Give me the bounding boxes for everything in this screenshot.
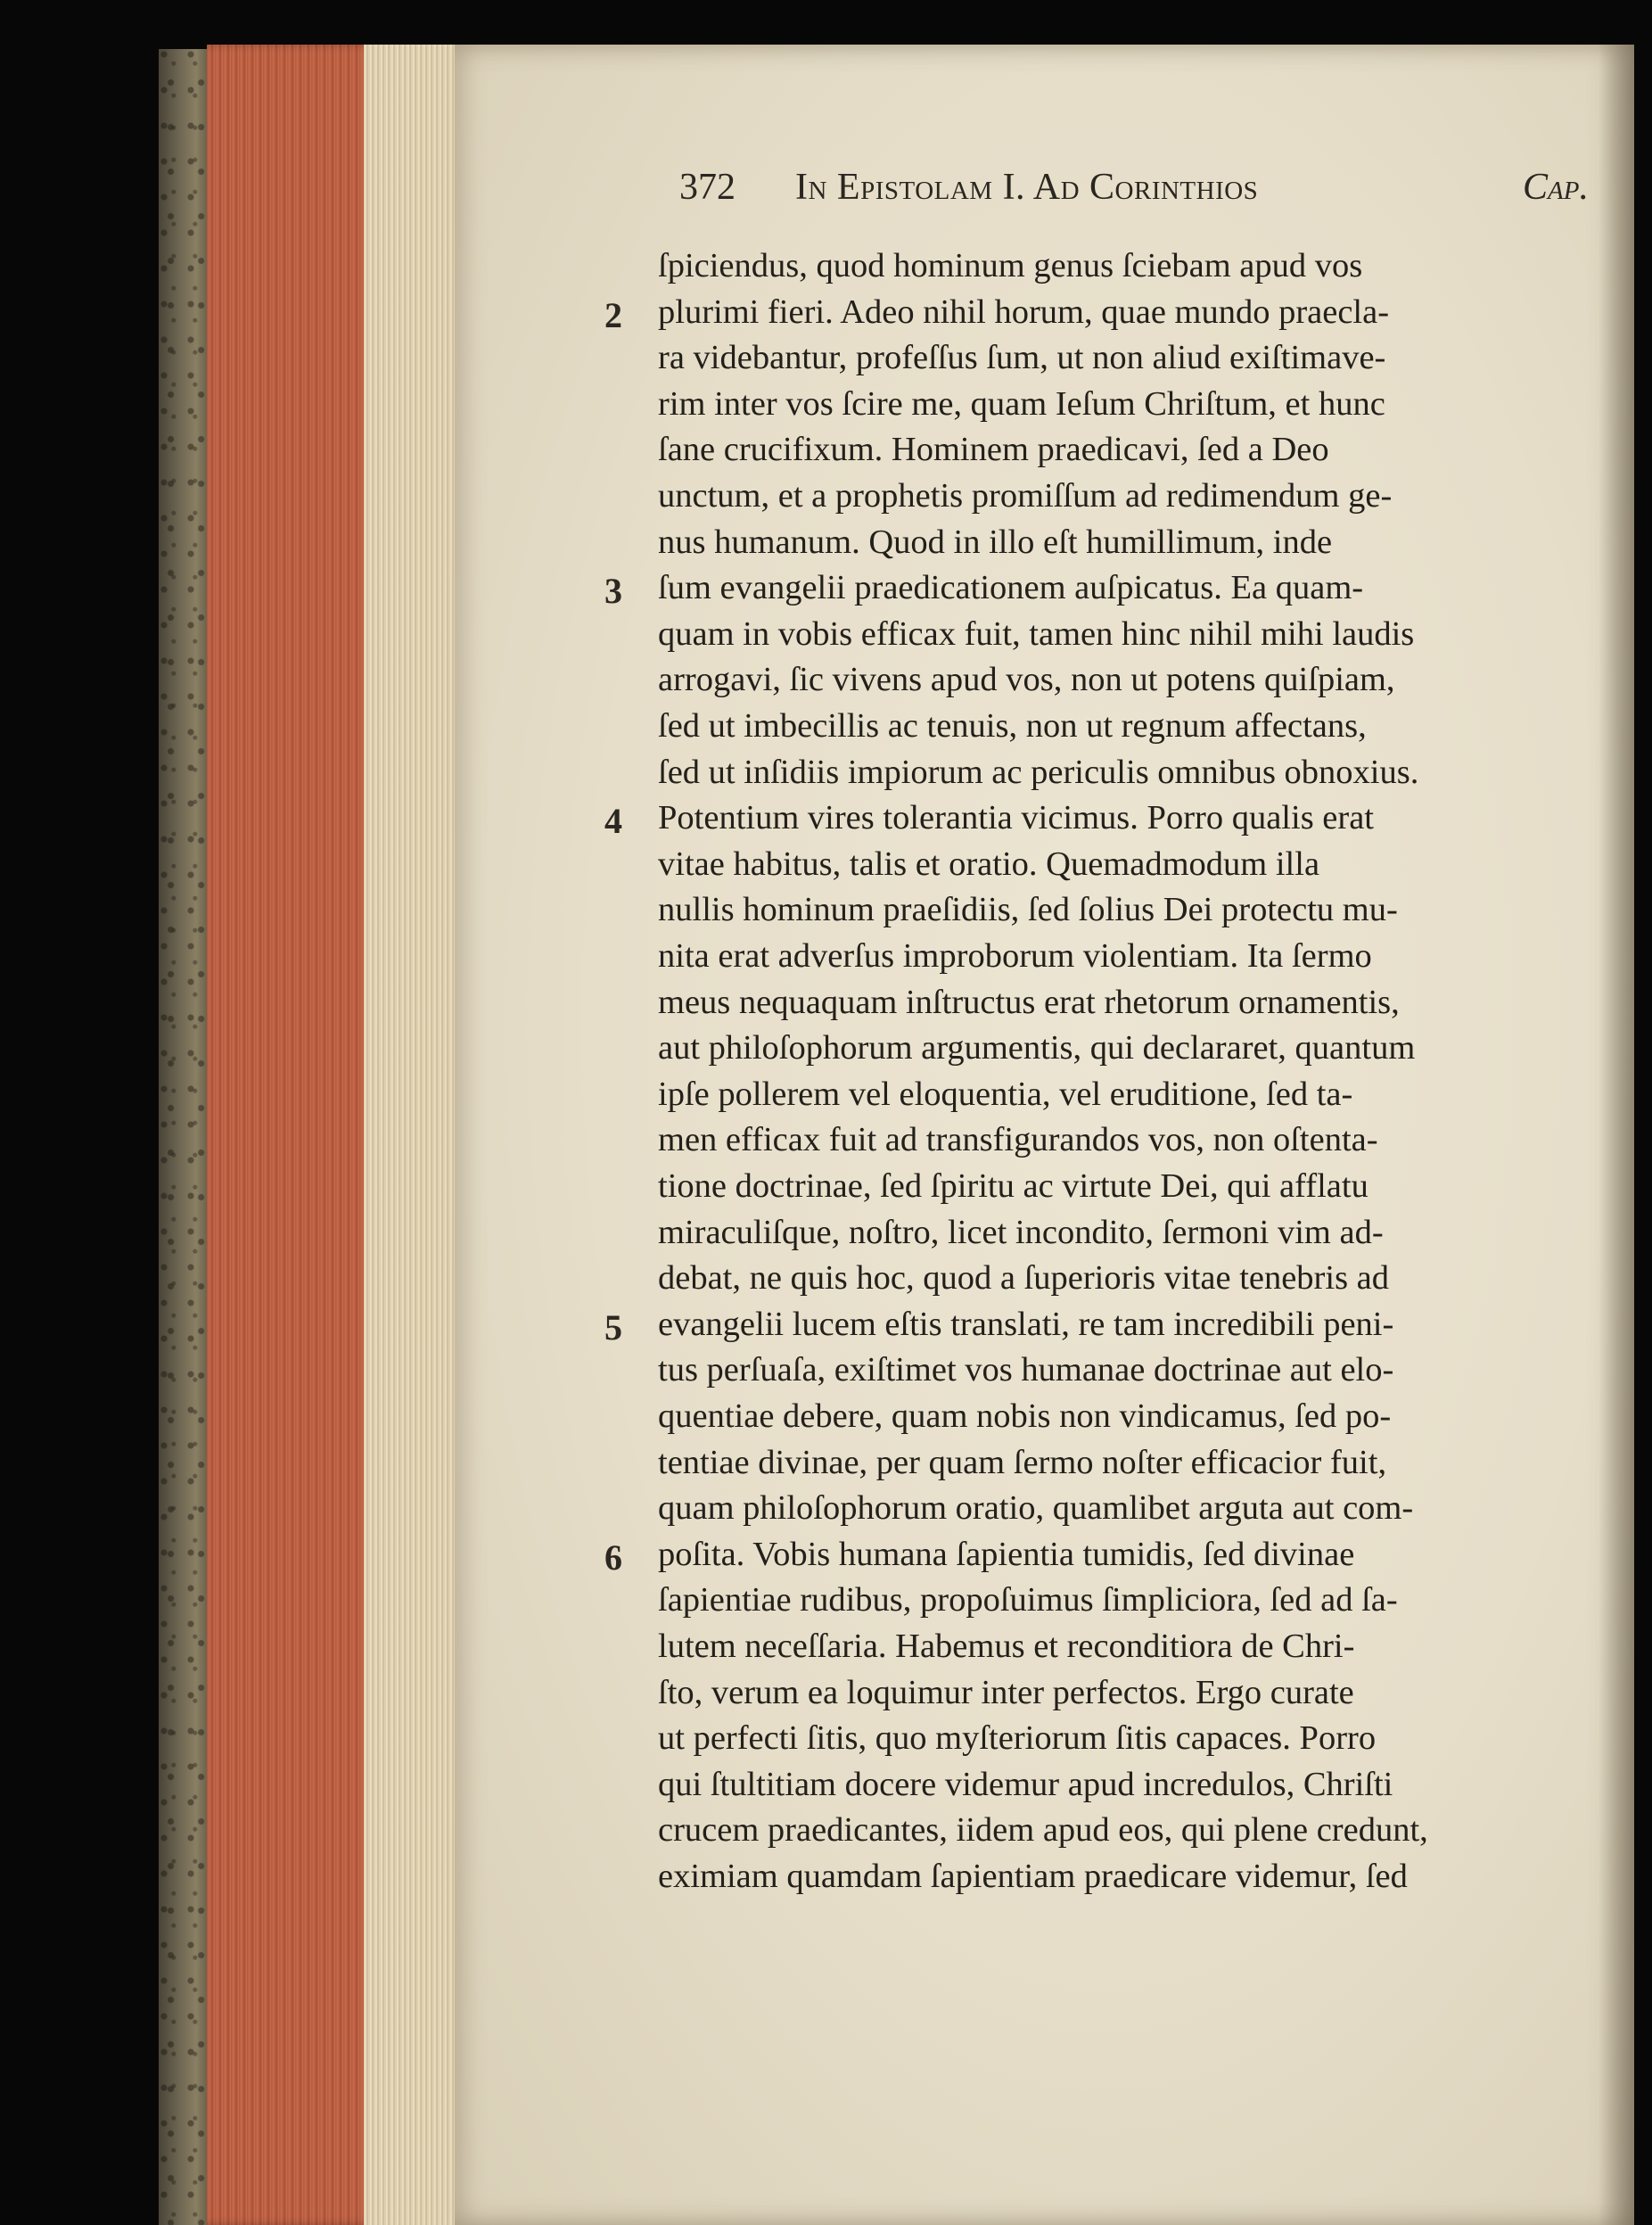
gutter-shadow xyxy=(1599,45,1634,2225)
text-line: ſapientiae rudibus, propoſuimus ſimpliciora, ſed ad ſa- xyxy=(658,1581,1398,1619)
text-line: ſto, verum ea loquimur inter perfectos. Ergo curate xyxy=(658,1673,1354,1711)
text-line: nus humanum. Quod in illo eſt humillimum, inde xyxy=(658,523,1333,561)
text-line: debat, ne quis hoc, quod a ſuperioris vitae tenebris ad xyxy=(658,1259,1390,1298)
text-line: qui ſtultitiam docere videmur apud incredulos, Chriſti xyxy=(658,1765,1393,1803)
page-number: 372 xyxy=(679,167,736,208)
text-line: ſed ut inſidiis impiorum ac periculis omnibus obnoxius. xyxy=(658,753,1419,791)
text-line: ra videbantur, profeſſus ſum, ut non aliud exiſtimave- xyxy=(658,339,1386,377)
verse-number: 2 xyxy=(604,294,622,335)
text-line: miraculiſque, noſtro, licet incondito, ſermoni vim ad- xyxy=(658,1213,1384,1251)
verse-number: 5 xyxy=(604,1306,622,1347)
text-line: tentiae divinae, per quam ſermo noſter efficacior fuit, xyxy=(658,1443,1387,1481)
text-line: quam philoſophorum oratio, quamlibet arguta aut com- xyxy=(658,1489,1414,1528)
running-title: In Epistolam I. Ad Corinthios xyxy=(795,167,1259,208)
text-line: ſane crucifixum. Hominem praedicavi, ſed a Deo xyxy=(658,431,1329,469)
text-line: aut philoſophorum argumentis, qui declararet, quantum xyxy=(658,1029,1416,1067)
text-line: unctum, et a prophetis promiſſum ad redimendum ge- xyxy=(658,477,1393,515)
text-line: poſita. Vobis humana ſapientia tumidis, ſed divinae xyxy=(658,1535,1355,1573)
text-line: plurimi fieri. Adeo nihil horum, quae mundo praecla- xyxy=(658,293,1390,331)
text-line: ipſe pollerem vel eloquentia, vel eruditione, ſed ta- xyxy=(658,1075,1353,1113)
verse-number: 4 xyxy=(604,801,622,842)
text-line: ſum evangelii praedicationem auſpicatus. Ea quam- xyxy=(658,569,1364,607)
verse-number: 3 xyxy=(604,571,622,612)
text-line: tus perſuaſa, exiſtimet vos humanae doctrinae aut elo- xyxy=(658,1351,1394,1389)
chapter-label: Cap. xyxy=(1523,167,1589,208)
page-edges xyxy=(207,45,462,2225)
book-cover-edge xyxy=(159,49,212,2225)
text-line: vitae habitus, talis et oratio. Quemadmodum illa xyxy=(658,845,1320,883)
text-line: nullis hominum praeſidiis, ſed ſolius Dei protectu mu- xyxy=(658,891,1398,929)
text-line: quentiae debere, quam nobis non vindicamus, ſed po- xyxy=(658,1397,1392,1435)
text-line: nita erat adverſus improborum violentiam. Ita ſermo xyxy=(658,937,1372,975)
text-line: Potentium vires tolerantia vicimus. Porro qualis erat xyxy=(658,799,1374,837)
verse-number: 6 xyxy=(604,1537,622,1578)
text-line: evangelii lucem eſtis translati, re tam incredibili peni- xyxy=(658,1305,1394,1343)
running-head xyxy=(679,161,1589,214)
text-line: rim inter vos ſcire me, quam Ieſum Chriſtum, et hunc xyxy=(658,384,1385,423)
text-line: lutem neceſſaria. Habemus et reconditiora de Chri- xyxy=(658,1628,1355,1665)
text-line: tione doctrinae, ſed ſpiritu ac virtute Dei, qui afflatu xyxy=(658,1167,1368,1205)
text-line: quam in vobis efficax fuit, tamen hinc nihil mihi laudis xyxy=(658,614,1415,653)
text-line: ſpiciendus, quod hominum genus ſciebam apud vos xyxy=(658,247,1363,284)
text-line: crucem praedicantes, iidem apud eos, qui plene credunt, xyxy=(658,1811,1428,1850)
text-line: ut perfecti ſitis, quo myſteriorum ſitis capaces. Porro xyxy=(658,1719,1377,1758)
text-line: arrogavi, ſic vivens apud vos, non ut potens quiſpiam, xyxy=(658,661,1395,699)
text-line: eximiam quamdam ſapientiam praedicare videmur, ſed xyxy=(658,1858,1408,1895)
text-line: ſed ut imbecillis ac tenuis, non ut regnum affectans, xyxy=(658,707,1367,745)
text-line: meus nequaquam inſtructus erat rhetorum ornamentis, xyxy=(658,983,1400,1021)
text-line: men efficax fuit ad transfigurandos vos, non oſtenta- xyxy=(658,1121,1378,1159)
